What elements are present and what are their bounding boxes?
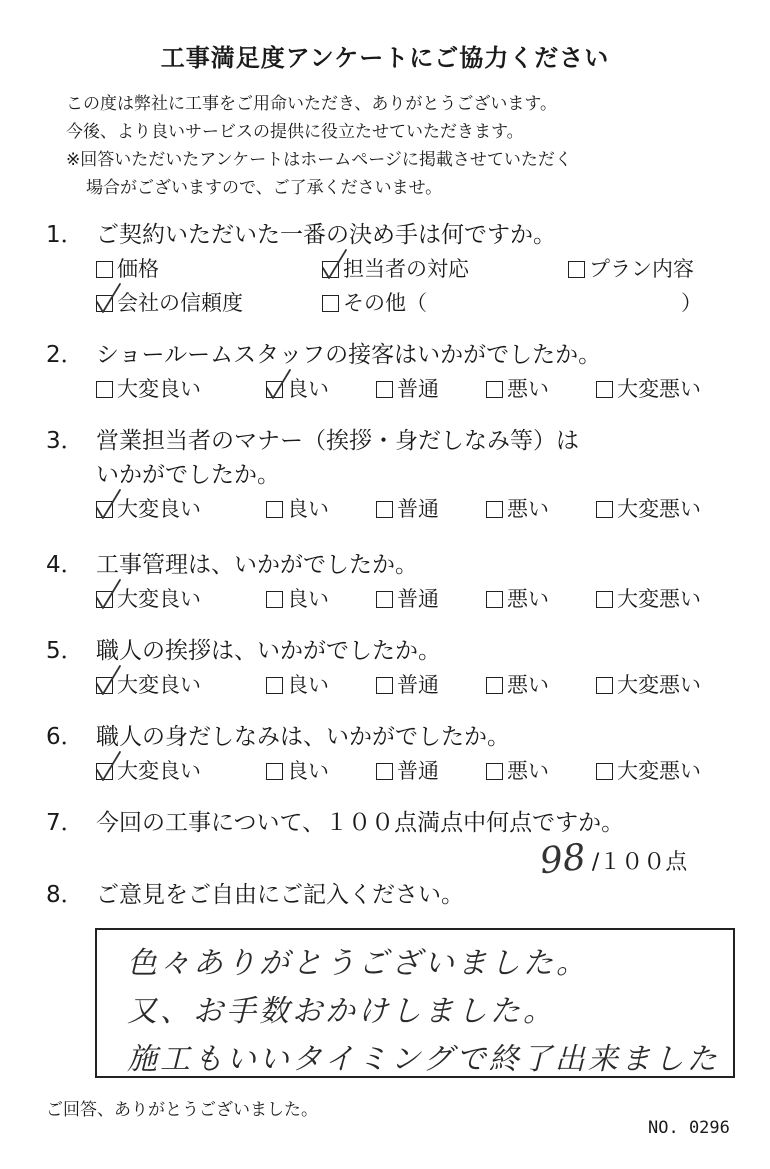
checkbox[interactable] <box>96 677 113 694</box>
check-mark-icon <box>93 578 123 612</box>
check-mark-icon <box>263 368 293 402</box>
checkbox[interactable] <box>322 261 339 278</box>
document-number: NO. 0296 <box>648 1118 730 1138</box>
option-label: 悪い <box>507 587 549 611</box>
rating-option[interactable] <box>96 582 201 616</box>
rating-option[interactable] <box>96 372 201 406</box>
checkbox[interactable] <box>322 295 339 312</box>
option-row <box>46 286 746 320</box>
checkbox[interactable] <box>596 591 613 608</box>
question-1 <box>46 218 746 320</box>
checkbox[interactable] <box>486 677 503 694</box>
rating-option[interactable] <box>376 582 439 616</box>
option-label: 大変良い <box>117 377 201 401</box>
question-number: 5． <box>46 638 84 664</box>
option-plan-content[interactable] <box>568 252 694 286</box>
checkbox[interactable] <box>376 591 393 608</box>
checkbox[interactable] <box>596 381 613 398</box>
question-8 <box>46 878 746 912</box>
question-text: 職人の挨拶は、いかがでしたか。 <box>96 638 441 664</box>
score-suffix: /１００点 <box>591 850 688 875</box>
rating-option[interactable] <box>486 668 549 702</box>
rating-option[interactable] <box>96 668 201 702</box>
option-company-trust[interactable] <box>96 286 243 320</box>
option-label: 普通 <box>397 759 439 783</box>
question-number: 7． <box>46 810 84 836</box>
option-label: 普通 <box>397 673 439 697</box>
score-answer[interactable] <box>537 836 688 883</box>
rating-row <box>46 582 746 616</box>
rating-option[interactable] <box>486 372 549 406</box>
checkbox[interactable] <box>266 501 283 518</box>
check-mark-icon <box>93 664 123 698</box>
checkbox[interactable] <box>96 295 113 312</box>
checkbox[interactable] <box>96 381 113 398</box>
question-text: ご契約いただいた一番の決め手は何ですか。 <box>96 222 556 248</box>
option-label: 大変良い <box>117 497 201 521</box>
option-label: プラン内容 <box>589 257 694 281</box>
checkbox[interactable] <box>376 501 393 518</box>
option-label: 担当者の対応 <box>343 257 469 281</box>
question-4 <box>46 548 746 616</box>
checkbox[interactable] <box>376 381 393 398</box>
rating-option[interactable] <box>486 492 549 526</box>
thanks-text: ご回答、ありがとうございました。 <box>46 1100 318 1120</box>
checkbox[interactable] <box>376 763 393 780</box>
checkbox[interactable] <box>266 381 283 398</box>
checkbox[interactable] <box>486 591 503 608</box>
rating-option[interactable] <box>376 754 439 788</box>
score-handwritten: 98 <box>537 836 588 883</box>
checkbox[interactable] <box>568 261 585 278</box>
rating-option[interactable] <box>266 492 329 526</box>
option-label: 悪い <box>507 497 549 521</box>
option-row <box>46 252 746 286</box>
rating-option[interactable] <box>486 754 549 788</box>
option-label: 大変良い <box>117 759 201 783</box>
rating-row <box>46 668 746 702</box>
rating-option[interactable] <box>376 372 439 406</box>
question-text: 営業担当者のマナー（挨拶・身だしなみ等）は <box>96 428 579 454</box>
rating-option[interactable] <box>596 582 701 616</box>
checkbox[interactable] <box>596 501 613 518</box>
rating-row <box>46 754 746 788</box>
option-label: 普通 <box>397 377 439 401</box>
question-number: 2． <box>46 342 84 368</box>
option-label: 大変悪い <box>617 587 701 611</box>
question-text: 工事管理は、いかがでしたか。 <box>96 552 418 578</box>
checkbox[interactable] <box>486 381 503 398</box>
rating-option[interactable] <box>596 668 701 702</box>
rating-option[interactable] <box>596 372 701 406</box>
rating-option[interactable] <box>96 754 201 788</box>
rating-option[interactable] <box>376 668 439 702</box>
question-3 <box>46 424 746 526</box>
question-number: 1． <box>46 222 84 248</box>
option-label: 良い <box>287 673 329 697</box>
question-number: 8． <box>46 882 84 908</box>
rating-option[interactable] <box>596 492 701 526</box>
question-7 <box>46 806 746 840</box>
check-mark-icon <box>93 282 123 316</box>
question-text: 職人の身だしなみは、いかがでしたか。 <box>96 724 510 750</box>
option-label: 良い <box>287 377 329 401</box>
rating-option[interactable] <box>486 582 549 616</box>
checkbox[interactable] <box>596 677 613 694</box>
question-number: 4． <box>46 552 84 578</box>
question-text: 今回の工事について、１００点満点中何点ですか。 <box>96 810 625 836</box>
intro-text <box>66 90 572 202</box>
checkbox[interactable] <box>96 763 113 780</box>
intro-line: この度は弊社に工事をご用命いただき、ありがとうございます。 <box>66 94 557 114</box>
rating-option[interactable] <box>596 754 701 788</box>
option-label: 悪い <box>507 673 549 697</box>
intro-line: 今後、より良いサービスの提供に役立たせていただきます。 <box>66 122 524 142</box>
checkbox[interactable] <box>96 501 113 518</box>
checkbox[interactable] <box>96 591 113 608</box>
rating-option[interactable] <box>376 492 439 526</box>
checkbox[interactable] <box>486 501 503 518</box>
check-mark-icon <box>319 248 349 282</box>
rating-option[interactable] <box>266 582 329 616</box>
checkbox[interactable] <box>266 763 283 780</box>
check-mark-icon <box>93 750 123 784</box>
rating-option[interactable] <box>266 668 329 702</box>
option-label: 大変悪い <box>617 377 701 401</box>
comment-box[interactable] <box>95 928 735 1078</box>
question-number: 3． <box>46 428 84 454</box>
question-2 <box>46 338 746 406</box>
option-label: 良い <box>287 759 329 783</box>
rating-option[interactable] <box>266 754 329 788</box>
checkbox[interactable] <box>266 677 283 694</box>
checkbox[interactable] <box>376 677 393 694</box>
checkbox[interactable] <box>486 763 503 780</box>
checkbox[interactable] <box>596 763 613 780</box>
intro-line: 場合がございますので、ご了承くださいませ。 <box>86 178 443 198</box>
option-label: 大変悪い <box>617 673 701 697</box>
comment-line: 色々ありがとうございました。 <box>127 946 589 981</box>
question-5 <box>46 634 746 702</box>
intro-line: ※回答いただいたアンケートはホームページに掲載させていただく <box>66 150 572 170</box>
option-label: 悪い <box>507 759 549 783</box>
option-label: 価格 <box>117 257 159 281</box>
option-label: 大変悪い <box>617 759 701 783</box>
survey-title: 工事満足度アンケートにご協力ください <box>160 44 610 72</box>
option-label: 大変良い <box>117 673 201 697</box>
option-other[interactable] <box>322 286 427 320</box>
rating-option[interactable] <box>96 492 201 526</box>
option-label: 良い <box>287 497 329 521</box>
question-text: ショールームスタッフの接客はいかがでしたか。 <box>96 342 602 368</box>
question-6 <box>46 720 746 788</box>
option-label: 普通 <box>397 497 439 521</box>
option-label: 大変悪い <box>617 497 701 521</box>
option-staff-response[interactable] <box>322 252 469 286</box>
option-label: その他（ <box>343 291 427 315</box>
option-label: 普通 <box>397 587 439 611</box>
comment-line: 施工もいいタイミングで終了出来ました <box>127 1042 720 1077</box>
checkbox[interactable] <box>96 261 113 278</box>
question-number: 6． <box>46 724 84 750</box>
option-label: 大変良い <box>117 587 201 611</box>
rating-row <box>46 372 746 406</box>
other-close-paren: ） <box>681 291 702 315</box>
check-mark-icon <box>93 488 123 522</box>
option-label: 良い <box>287 587 329 611</box>
rating-option[interactable] <box>266 372 329 406</box>
rating-row <box>46 492 746 526</box>
option-label: 悪い <box>507 377 549 401</box>
option-label: 会社の信頼度 <box>117 291 243 315</box>
question-text-continued: いかがでしたか。 <box>96 462 280 488</box>
comment-line: 又、お手数おかけしました。 <box>127 994 556 1029</box>
question-text: ご意見をご自由にご記入ください。 <box>96 882 464 908</box>
checkbox[interactable] <box>266 591 283 608</box>
